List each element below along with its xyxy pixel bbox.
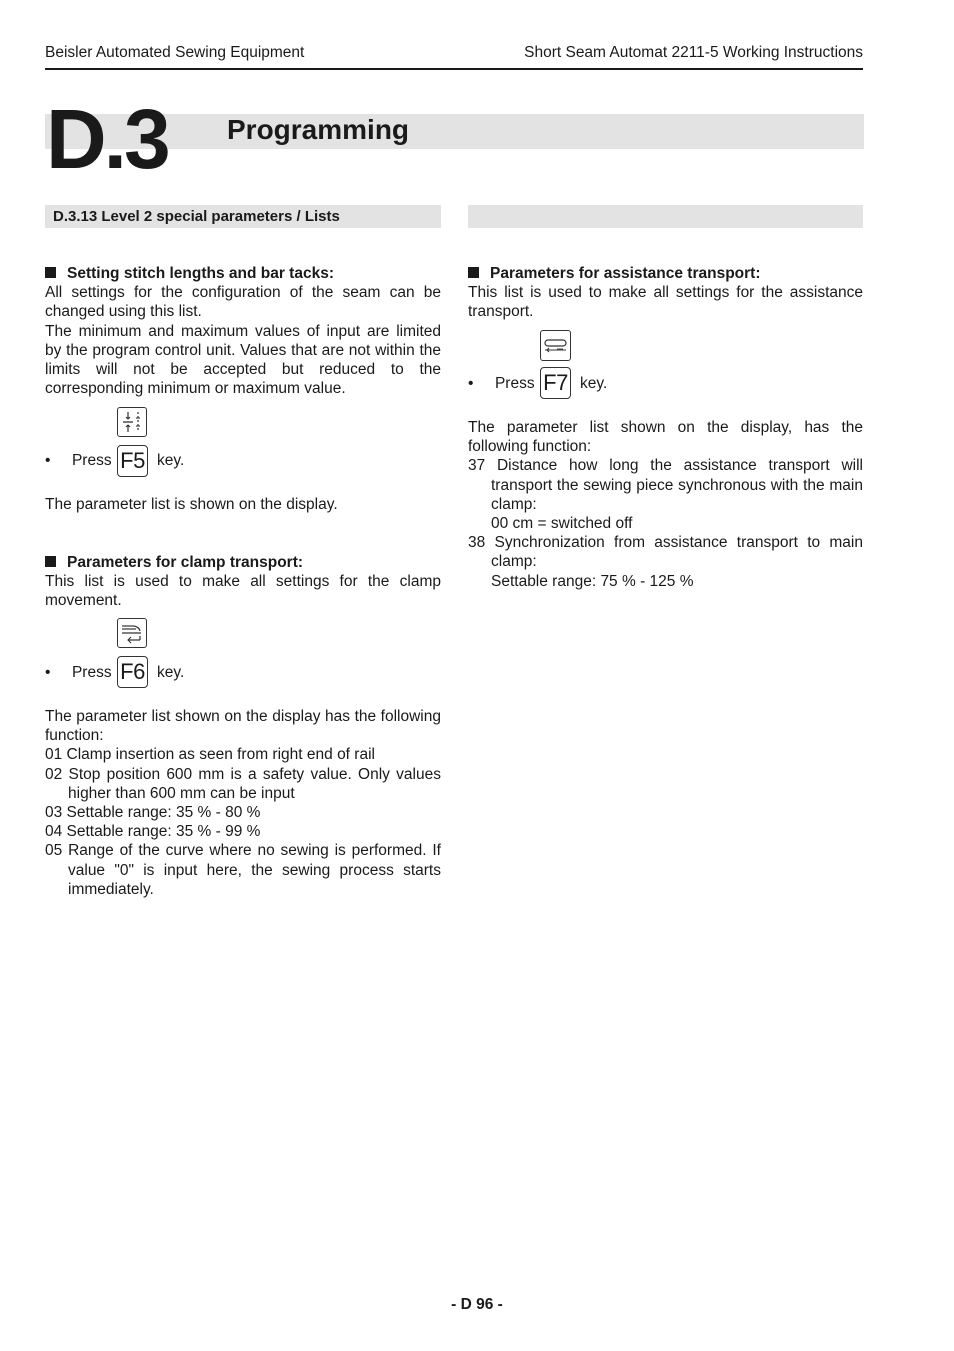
list-item-sub: Settable range: 75 % - 125 % — [491, 572, 694, 590]
list-item: 03 Settable range: 35 % - 80 % — [45, 804, 261, 822]
section-band-right — [468, 205, 863, 228]
clamp-heading: Parameters for clamp transport: — [45, 553, 441, 572]
stitch-body-1: All settings for the configuration of the seam can be changed using this list. — [45, 284, 441, 321]
list-item: 02 Stop position 600 mm is a safety value. Only values higher than 600 mm can be input — [45, 765, 441, 802]
bullet-square-icon — [45, 267, 56, 278]
assistance-transport-icon — [540, 330, 571, 361]
stitch-after: The parameter list is shown on the display. — [45, 496, 338, 513]
f7-key-suffix: key. — [580, 375, 608, 392]
press-f7-line: • Press — [468, 375, 535, 392]
stitch-section — [45, 264, 441, 398]
stitch-length-icon — [117, 407, 147, 437]
assist-body: This list is used to make all settings for the assistance transport. — [468, 284, 863, 321]
list-item: 38 Synchronization from assistance transport to main clamp: — [468, 534, 863, 571]
assist-section — [468, 264, 863, 322]
section-title: D.3.13 Level 2 special parameters / Lists — [53, 208, 340, 225]
press-f6-line: • Press — [45, 664, 112, 681]
list-item: 37 Distance how long the assistance transport will transport the sewing piece synchronous with the main clamp: — [468, 457, 863, 513]
list-item: 04 Settable range: 35 % - 99 % — [45, 823, 261, 841]
list-item-sub: 00 cm = switched off — [491, 515, 633, 533]
page-number: - D 96 - — [451, 1296, 503, 1313]
f6-key[interactable]: F6 — [117, 656, 148, 688]
chapter-number: D.3 — [46, 92, 168, 186]
clamp-parameter-list — [45, 707, 441, 899]
assist-heading: Parameters for assistance transport: — [468, 264, 863, 283]
bullet-square-icon — [45, 556, 56, 567]
list-item: 01 Clamp insertion as seen from right end of rail — [45, 746, 375, 764]
clamp-section — [45, 553, 441, 611]
assist-parameter-list — [468, 418, 863, 591]
f7-key[interactable]: F7 — [540, 367, 571, 399]
header-rule — [45, 68, 863, 70]
f5-key-suffix: key. — [157, 452, 185, 469]
press-f5-line: • Press — [45, 452, 112, 469]
list-item: 05 Range of the curve where no sewing is performed. If value "0" is input here, the sewing process starts immediately. — [45, 842, 441, 898]
stitch-heading: Setting stitch lengths and bar tacks: — [45, 264, 441, 283]
assist-list-intro: The parameter list shown on the display, has the following function: — [468, 419, 863, 456]
stitch-body-2: The minimum and maximum values of input are limited by the program control unit. Values that are not within the limits will not be accepted but reduced to the corresponding minimum or maximum value. — [45, 322, 441, 398]
f5-key[interactable]: F5 — [117, 445, 148, 477]
header-right: Short Seam Automat 2211-5 Working Instructions — [524, 44, 863, 61]
bullet-square-icon — [468, 267, 479, 278]
f6-key-suffix: key. — [157, 664, 185, 681]
header-left: Beisler Automated Sewing Equipment — [45, 44, 305, 61]
clamp-transport-icon — [117, 618, 147, 648]
clamp-list-intro: The parameter list shown on the display has the following function: — [45, 708, 441, 745]
clamp-body: This list is used to make all settings for the clamp movement. — [45, 573, 441, 610]
chapter-title: Programming — [227, 114, 410, 145]
